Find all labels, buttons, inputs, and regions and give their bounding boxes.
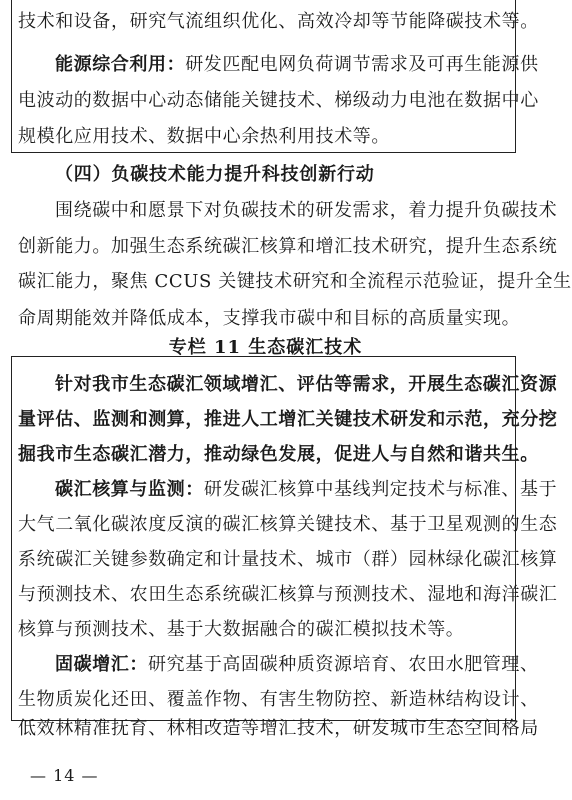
column-p1-line-3: 系统碳汇关键参数确定和计量技术、城市（群）园林绿化碳汇核算 [18,549,558,570]
carbon-sink-label: 固碳增汇： [55,654,148,675]
box1-paragraph-energy [55,53,539,77]
box1-line-1: 技术和设备，研究气流组织优化、高效冷却等节能降碳技术等。 [18,11,539,32]
page-number: — 14 — [30,766,99,785]
column-intro-3: 掘我市生态碳汇潜力，推动绿色发展，促进人与自然和谐共生。 [18,444,539,465]
column-p2-line-1 [55,653,539,677]
carbon-sink-text: 研究基于高固碳种质资源培育、农田水肥管理、 [148,654,539,675]
column-intro-2: 量评估、监测和测算，推进人工增汇关键技术研发和示范，充分挖 [18,409,558,430]
column-p1-line-1 [55,478,558,502]
section-line-3: 碳汇能力，聚焦 CCUS 关键技术研究和全流程示范验证，提升全生 [18,271,572,292]
column-p2-line-2: 生物质炭化还田、覆盖作物、有害生物防控、新造林结构设计、 [18,689,539,710]
column-title: 专栏 11 生态碳汇技术 [168,337,363,358]
column-intro-1: 针对我市生态碳汇领域增汇、评估等需求，开展生态碳汇资源 [55,374,558,395]
energy-label: 能源综合利用： [55,54,186,75]
carbon-accounting-text: 研发碳汇核算中基线判定技术与标准、基于 [203,479,558,500]
carbon-accounting-label: 碳汇核算与监测： [55,479,204,500]
energy-text: 研发匹配电网负荷调节需求及可再生能源供 [185,54,539,75]
section-line-4: 命周期能效并降低成本，支撑我市碳中和目标的高质量实现。 [18,308,521,329]
box1-line-4: 规模化应用技术、数据中心余热利用技术等。 [18,126,390,147]
section-line-2: 创新能力。加强生态系统碳汇核算和增汇技术研究，提升生态系统 [18,236,558,257]
column-p2-line-3: 低效林精准抚育、林相改造等增汇技术，研发城市生态空间格局 [18,718,539,739]
column-p1-line-4: 与预测技术、农田生态系统碳汇核算与预测技术、湿地和海洋碳汇 [18,584,558,605]
section-line-1: 围绕碳中和愿景下对负碳技术的研发需求，着力提升负碳技术 [55,200,558,221]
column-p1-line-2: 大气二氧化碳浓度反演的碳汇核算关键技术、基于卫星观测的生态 [18,514,558,535]
box1-line-3: 电波动的数据中心动态储能关键技术、梯级动力电池在数据中心 [18,90,539,111]
section-heading: （四）负碳技术能力提升科技创新行动 [55,164,375,185]
column-p1-line-5: 核算与预测技术、基于大数据融合的碳汇模拟技术等。 [18,619,465,640]
